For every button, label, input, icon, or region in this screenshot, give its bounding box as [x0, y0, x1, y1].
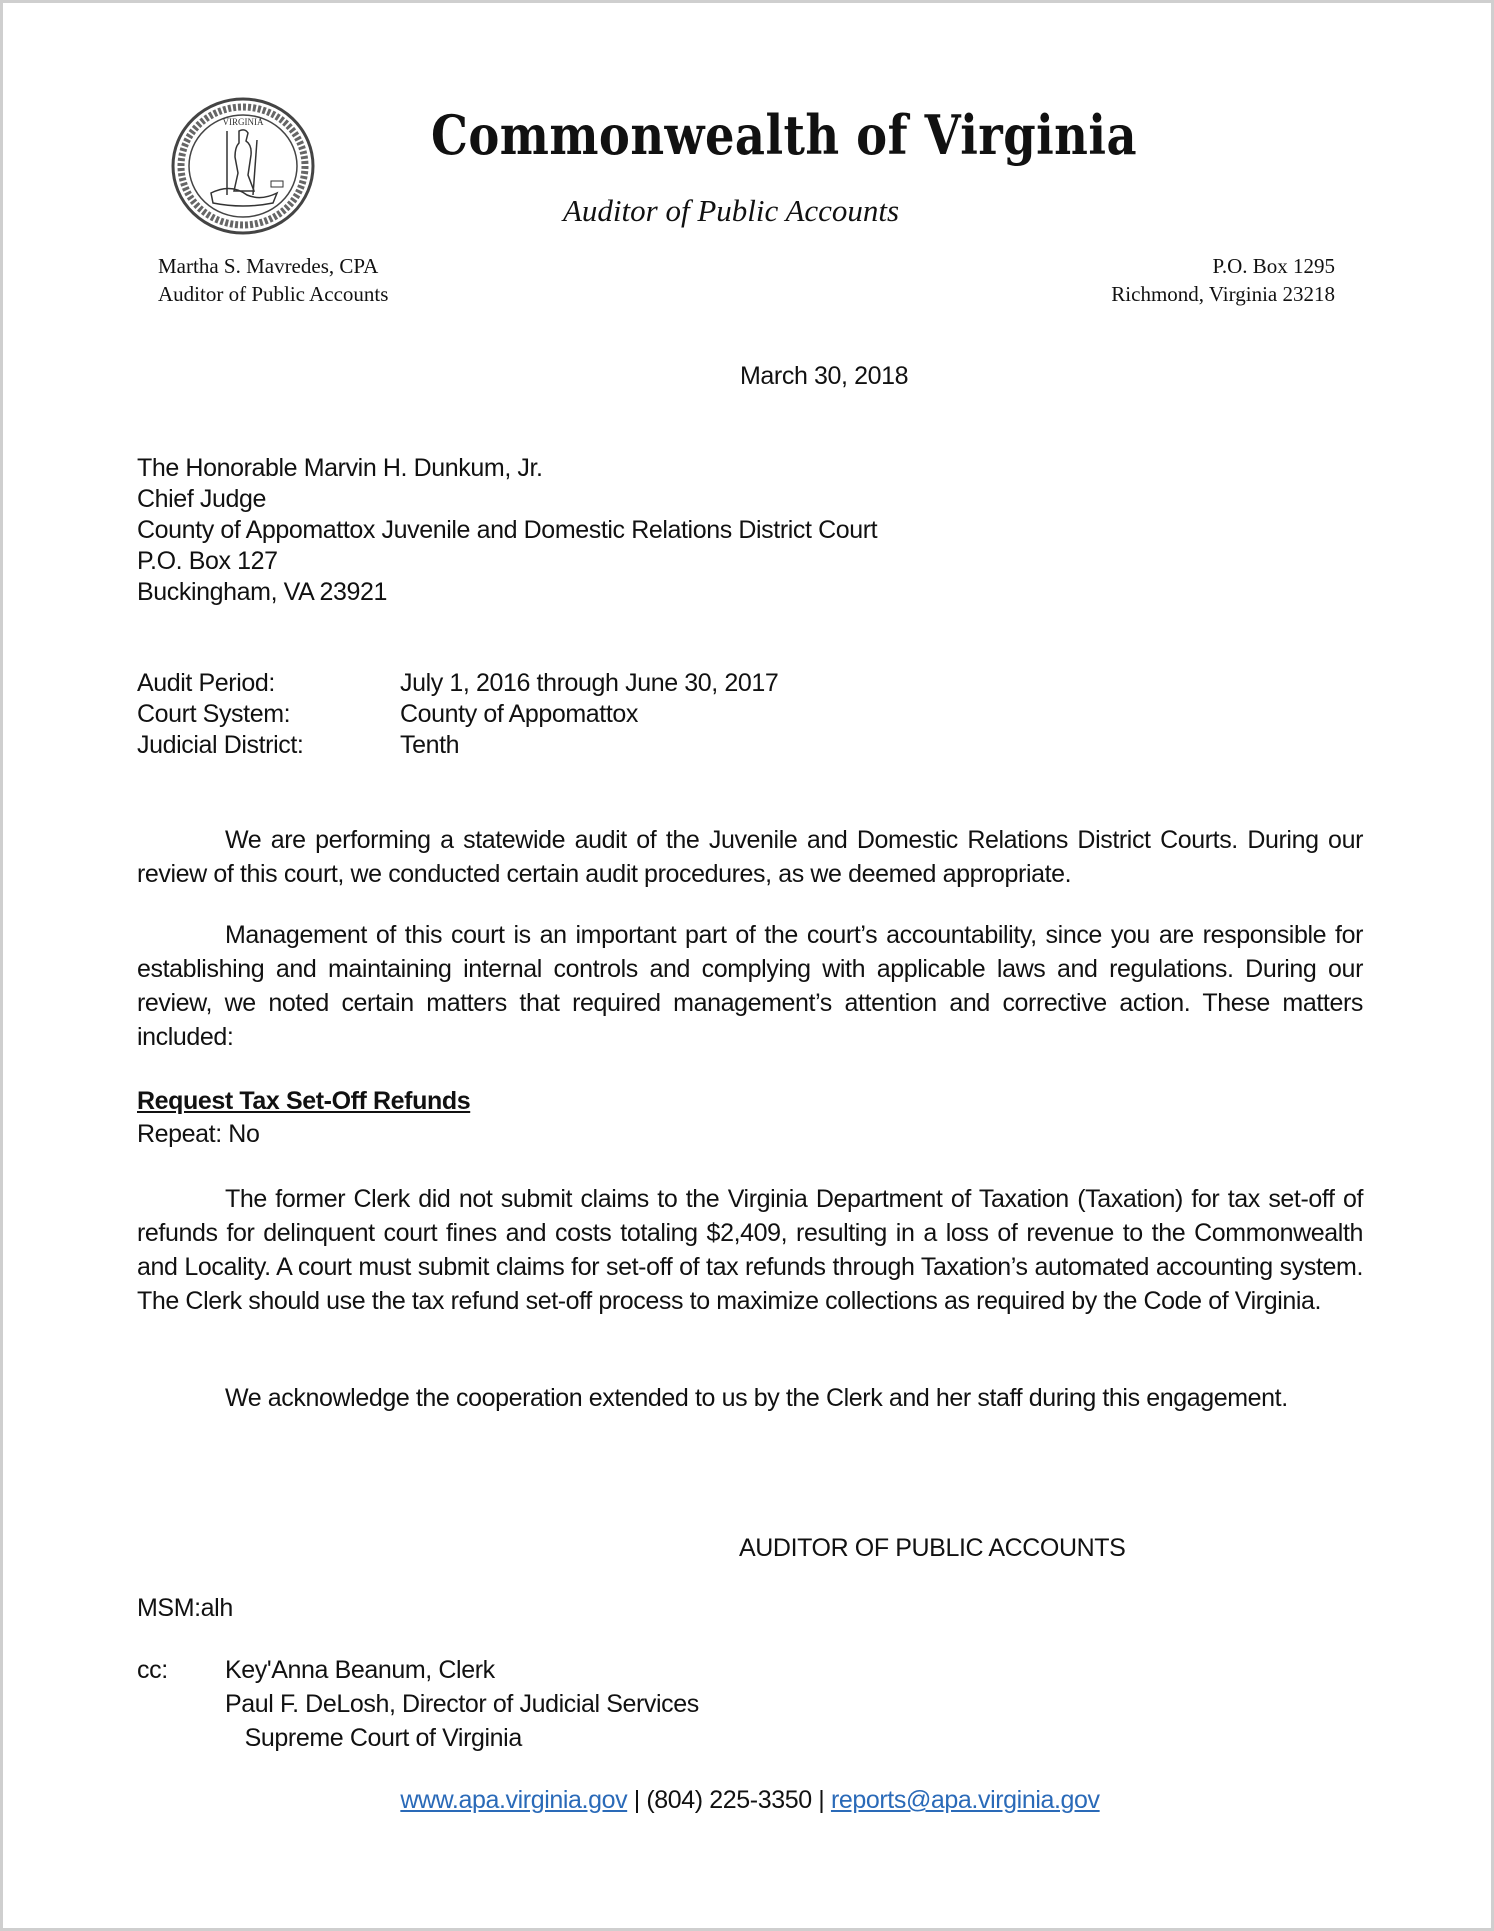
- letterhead-subtitle: Auditor of Public Accounts: [563, 193, 900, 228]
- finding-repeat: Repeat: No: [137, 1120, 260, 1148]
- audit-meta: [137, 668, 778, 761]
- cc-row: [137, 1655, 699, 1689]
- footer-separator: |: [627, 1786, 647, 1814]
- meta-row-judicial-district: [137, 730, 778, 761]
- meta-label: Judicial District:: [137, 731, 304, 759]
- paragraph-finding: [137, 1182, 1363, 1318]
- meta-value: County of Appomattox: [400, 700, 638, 728]
- paragraph-closing-text: We acknowledge the cooperation extended to us by the Clerk and her staff during this engagement.: [225, 1384, 1288, 1412]
- paragraph-closing: [137, 1381, 1363, 1415]
- meta-label: Court System:: [137, 700, 291, 728]
- office-city: Richmond, Virginia 23218: [1111, 282, 1335, 306]
- office-po-box: P.O. Box 1295: [1212, 254, 1335, 278]
- recipient-line: County of Appomattox Juvenile and Domestic Relations District Court: [137, 516, 878, 544]
- office-address-block: [1111, 252, 1335, 308]
- cc-recipient: Paul F. DeLosh, Director of Judicial Services: [225, 1690, 699, 1718]
- paragraph-intro: [137, 823, 1363, 891]
- recipient-line: Chief Judge: [137, 485, 267, 513]
- auditor-name: Martha S. Mavredes, CPA: [158, 254, 379, 278]
- website-link[interactable]: www.apa.virginia.gov: [400, 1786, 628, 1814]
- cc-recipient: Key'Anna Beanum, Clerk: [225, 1656, 495, 1684]
- meta-row-court-system: [137, 699, 778, 730]
- auditor-name-block: [158, 252, 388, 308]
- recipient-line: The Honorable Marvin H. Dunkum, Jr.: [137, 454, 543, 482]
- paragraph-intro-text: We are performing a statewide audit of the Juvenile and Domestic Relations District Courts. During our review of this court, we conducted certain audit procedures, as we deemed appropriate.: [137, 826, 1363, 888]
- cc-recipient: Supreme Court of Virginia: [225, 1724, 522, 1752]
- cc-list: [137, 1655, 699, 1757]
- signature-block: AUDITOR OF PUBLIC ACCOUNTS: [739, 1534, 1126, 1562]
- meta-value: July 1, 2016 through June 30, 2017: [400, 669, 779, 697]
- cc-label: cc:: [137, 1656, 168, 1684]
- phone-number: (804) 225-3350: [646, 1786, 812, 1814]
- letterhead-title: Commonwealth of Virginia: [431, 103, 1137, 167]
- paragraph-finding-text: The former Clerk did not submit claims to the Virginia Department of Taxation (Taxation) for tax set-off of refunds for delinquent court fines and costs totaling $2,409, resulting in a loss of revenue to the Commonwealth and Locality. A court must submit claims for set-off of tax refunds through Taxation’s automated accounting system. The Clerk should use the tax refund set-off process to maximize collections as required by the Code of Virginia.: [137, 1185, 1363, 1315]
- cc-row: [137, 1723, 699, 1757]
- virginia-state-seal-icon: [169, 95, 317, 237]
- meta-value: Tenth: [400, 731, 460, 759]
- reference-initials: MSM:alh: [137, 1594, 233, 1622]
- footer-contact: [3, 1785, 1494, 1816]
- recipient-line: P.O. Box 127: [137, 547, 278, 575]
- letter-date: March 30, 2018: [740, 362, 909, 390]
- paragraph-management: [137, 918, 1363, 1054]
- cc-row: [137, 1689, 699, 1723]
- email-link[interactable]: reports@apa.virginia.gov: [830, 1786, 1100, 1814]
- footer-separator: |: [811, 1786, 831, 1814]
- paragraph-management-text: Management of this court is an important part of the court’s accountability, since you are responsible for establishing and maintaining internal controls and complying with applicable laws and regulations. During our review, we noted certain matters that required management’s attention and corrective action. These matters included:: [137, 921, 1363, 1051]
- seal-text: VIRGINIA: [222, 117, 264, 127]
- recipient-address: [137, 453, 877, 608]
- meta-label: Audit Period:: [137, 669, 275, 697]
- recipient-line: Buckingham, VA 23921: [137, 578, 388, 606]
- finding-title: Request Tax Set-Off Refunds: [137, 1087, 471, 1115]
- auditor-title: Auditor of Public Accounts: [158, 282, 389, 306]
- meta-row-audit-period: [137, 668, 778, 699]
